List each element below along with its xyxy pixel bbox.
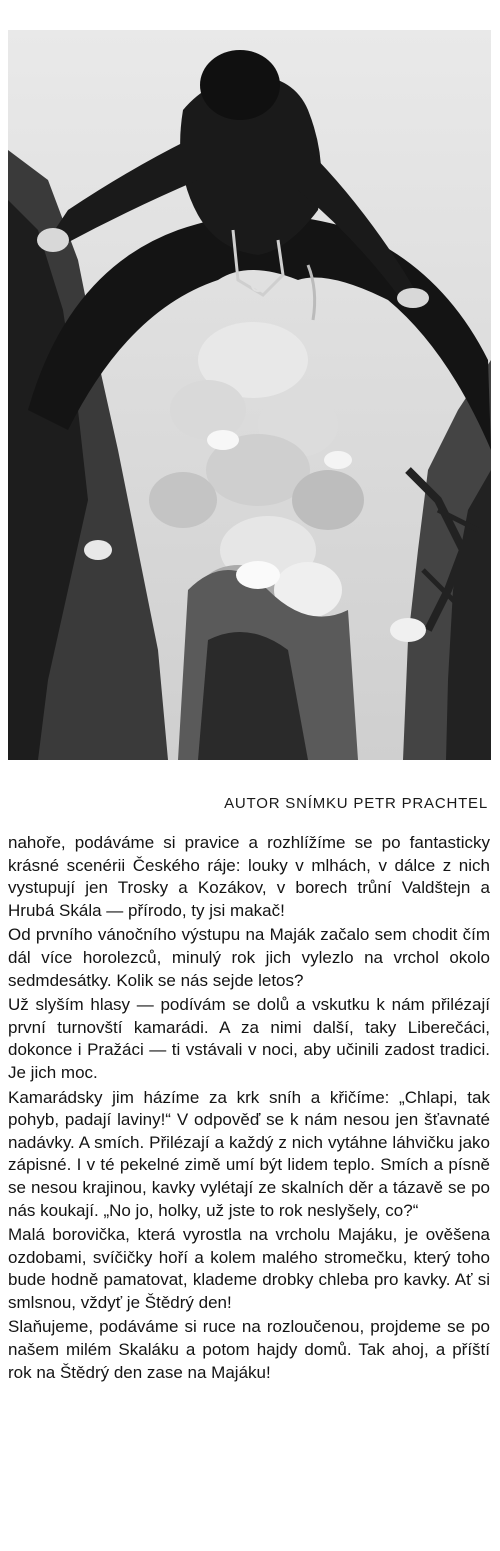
article-paragraph: Kamarádsky jim házíme za krk sníh a křičíme: „Chlapi, tak pohyb, padají laviny!“ V odpověď se k nám nesou jen šťavnaté nadávky. A smích. Přilézají a každý z nich vytáhne láhvičku jako zápisné. I v té pekelné zimě umí být lidem teplo. Smích a písně se nesou krajinou, kavky vylétají ze skalních děr a tázavě se po nás koukají. „No jo, holky, už jste to rok neslyšely, co?“ — [8, 1087, 490, 1220]
article-paragraph: Už slyším hlasy — podívám se dolů a vskutku k nám přilézají první turnovští kamarádi. A za nimi další, taky Liberečáci, dokonce i Pražáci — ti vstávali v noci, aby učinili zadost tradici. Je jich moc. — [8, 995, 490, 1082]
article-paragraph: nahoře, podáváme si pravice a rozhlížíme se po fantasticky krásné scenérii Českého ráje: louky v mlhách, v dálce z nich vystupují jen Trosky a Kozákov, v borech trůní Valdštejn a Hrubá Skála — přírodo, ty jsi makač! — [8, 833, 490, 920]
photo-credit: AUTOR SNÍMKU PETR PRACHTEL — [224, 795, 488, 812]
article-paragraph: Malá borovička, která vyrostla na vrcholu Majáku, je ověšena ozdobami, svíčičky hoří a kolem malého stromečku, který toho bude hodně pamatovat, klademe drobky chleba pro kavky. Ať si smlsnou, vždyť je Štědrý den! — [8, 1225, 490, 1312]
photo-climber-icon — [8, 30, 491, 760]
article-body — [8, 832, 490, 1386]
climber-photo — [8, 30, 491, 760]
article-paragraph: Od prvního vánočního výstupu na Maják začalo sem chodit čím dál více horolezců, minulý rok jich vylezlo na vrchol okolo sedmdesátky. Kolik se nás sejde letos? — [8, 925, 490, 990]
article-paragraph: Slaňujeme, podáváme si ruce na rozloučenou, projdeme se po našem milém Skaláku a potom hajdy domů. Tak ahoj, a příští rok na Štědrý den zase na Majáku! — [8, 1317, 490, 1382]
